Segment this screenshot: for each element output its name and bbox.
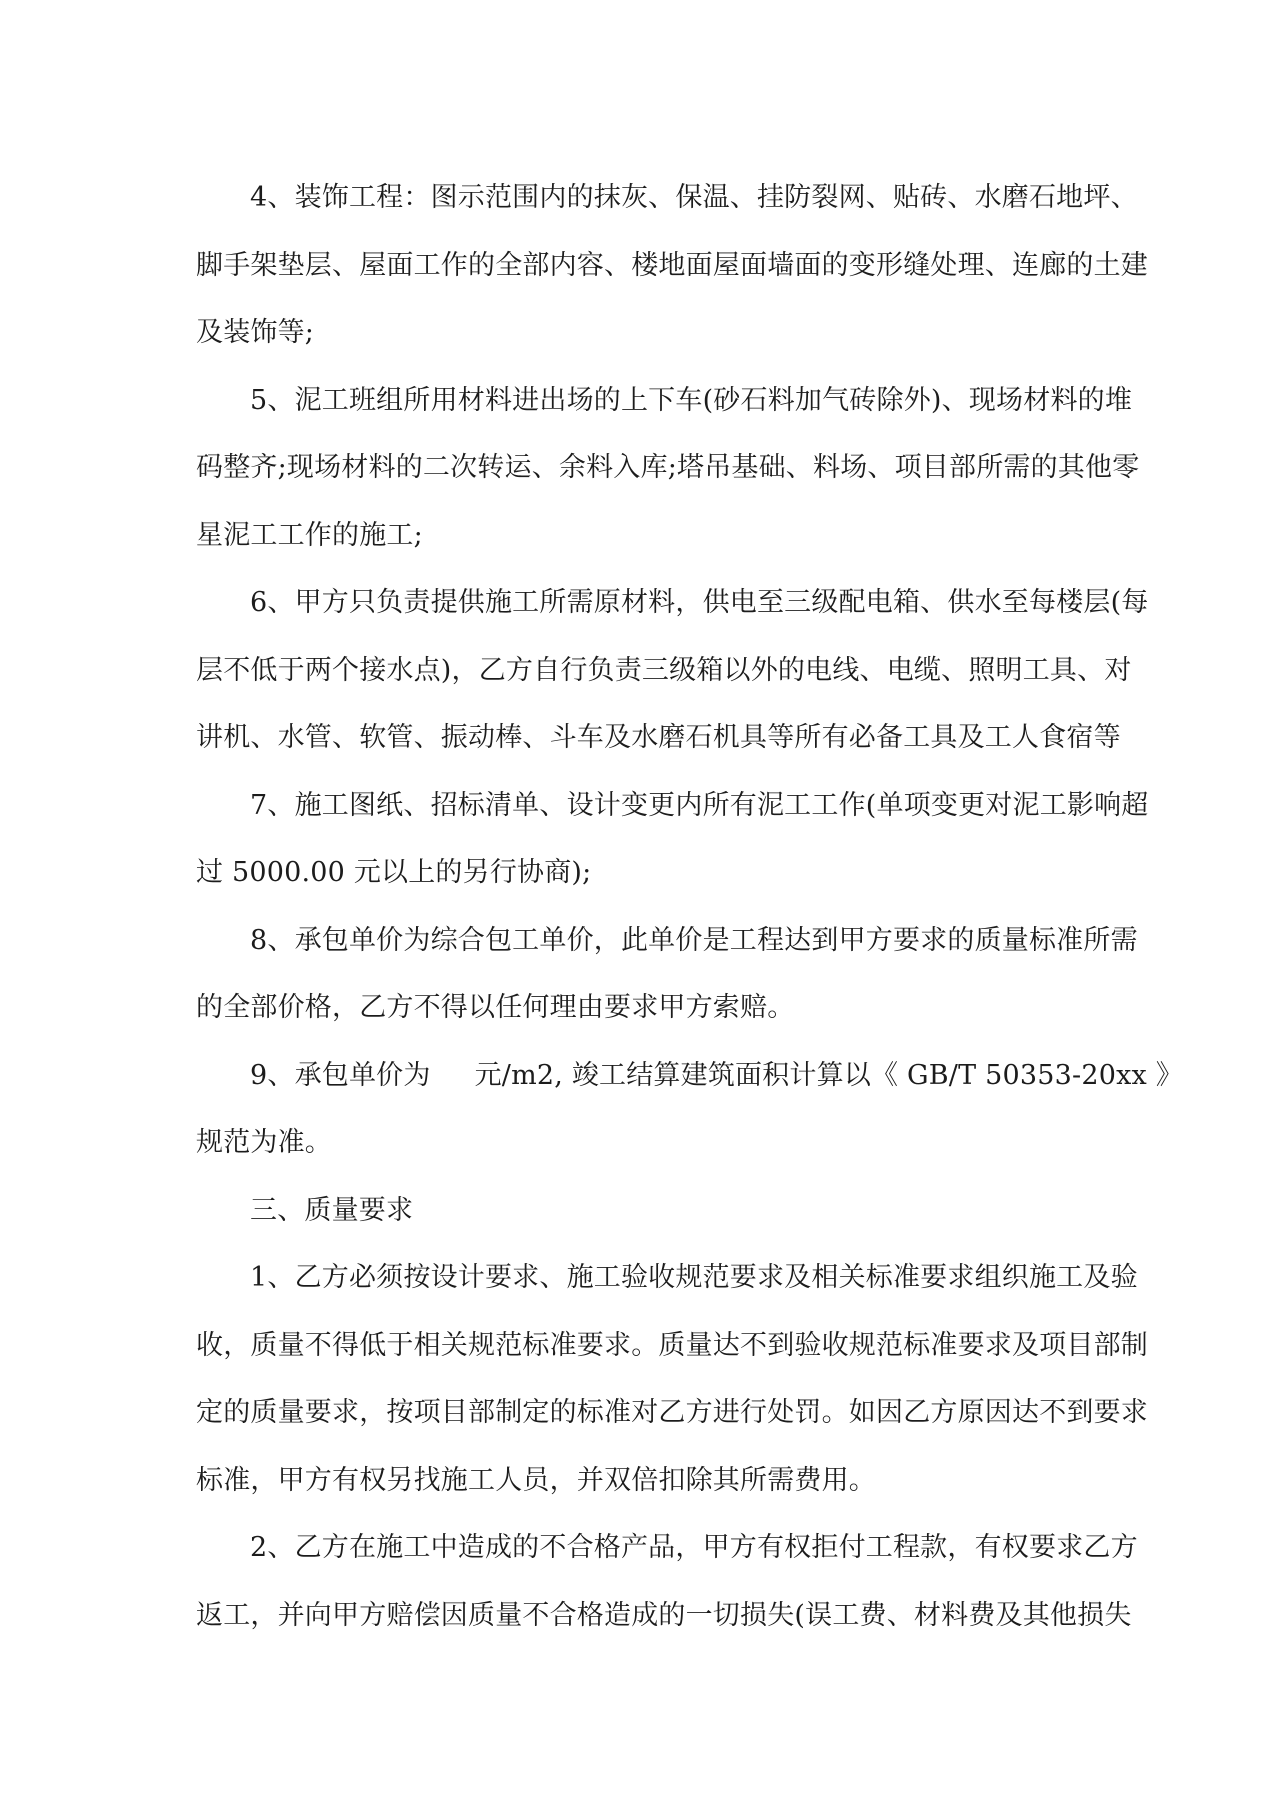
text-line: 过 5000.00 元以上的另行协商);	[196, 857, 592, 888]
text-line: 码整齐;现场材料的二次转运、余料入库;塔吊基础、料场、项目部所需的其他零	[196, 452, 1140, 483]
text-line: 层不低于两个接水点)，乙方自行负责三级箱以外的电线、电缆、照明工具、对	[196, 654, 1132, 686]
paragraph-item-9	[196, 1042, 1183, 1177]
text-line: 的全部价格，乙方不得以任何理由要求甲方索赔。	[196, 992, 795, 1023]
text-line: 返工，并向甲方赔偿因质量不合格造成的一切损失(误工费、材料费及其他损失	[196, 1599, 1132, 1631]
text-line: 7、施工图纸、招标清单、设计变更内所有泥工工作(单项变更对泥工影响超	[250, 789, 1149, 821]
text-line: 规范为准。	[196, 1127, 332, 1158]
paragraph-item-5	[196, 367, 1140, 570]
paragraph-quality-1	[196, 1244, 1148, 1514]
paragraph-item-8	[196, 907, 1138, 1042]
text-line: 定的质量要求，按项目部制定的标准对乙方进行处罚。如因乙方原因达不到要求	[196, 1397, 1148, 1428]
section-heading-quality	[196, 1177, 1096, 1245]
text-line: 脚手架垫层、屋面工作的全部内容、楼地面屋面墙面的变形缝处理、连廊的土建	[196, 249, 1148, 281]
text-line: 6、甲方只负责提供施工所需原材料，供电至三级配电箱、供水至每楼层(每	[250, 587, 1149, 618]
text-line: 讲机、水管、软管、振动棒、斗车及水磨石机具等所有必备工具及工人食宿等	[196, 722, 1121, 753]
text-line: 2、乙方在施工中造成的不合格产品，甲方有权拒付工程款，有权要求乙方	[250, 1532, 1138, 1563]
text-line: 8、承包单价为综合包工单价，此单价是工程达到甲方要求的质量标准所需	[250, 924, 1138, 956]
document-body	[196, 164, 1183, 1649]
paragraph-item-6	[196, 569, 1149, 772]
text-line: 收，质量不得低于相关规范标准要求。质量达不到验收规范标准要求及项目部制	[196, 1329, 1148, 1361]
unit-price-label: 9、承包单价为	[250, 1059, 431, 1091]
text-line: 5、泥工班组所用材料进出场的上下车(砂石料加气砖除外)、现场材料的堆	[250, 384, 1133, 416]
text-line: 4、装饰工程：图示范围内的抹灰、保温、挂防裂网、贴砖、水磨石地坪、	[250, 182, 1138, 213]
paragraph-quality-2	[196, 1514, 1138, 1649]
unit-price-rule: 元/m2, 竣工结算建筑面积计算以《 GB/T 50353-20xx 》	[474, 1059, 1183, 1091]
section-heading: 三、质量要求	[250, 1194, 414, 1226]
text-line: 星泥工工作的施工;	[196, 519, 423, 551]
paragraph-item-4	[196, 164, 1148, 367]
text-line: 1、乙方必须按设计要求、施工验收规范要求及相关标准要求组织施工及验	[250, 1262, 1138, 1293]
text-line: 及装饰等;	[196, 317, 315, 348]
paragraph-item-7	[196, 772, 1149, 907]
text-line	[196, 1042, 1183, 1110]
text-line: 标准，甲方有权另找施工人员，并双倍扣除其所需费用。	[196, 1464, 876, 1496]
